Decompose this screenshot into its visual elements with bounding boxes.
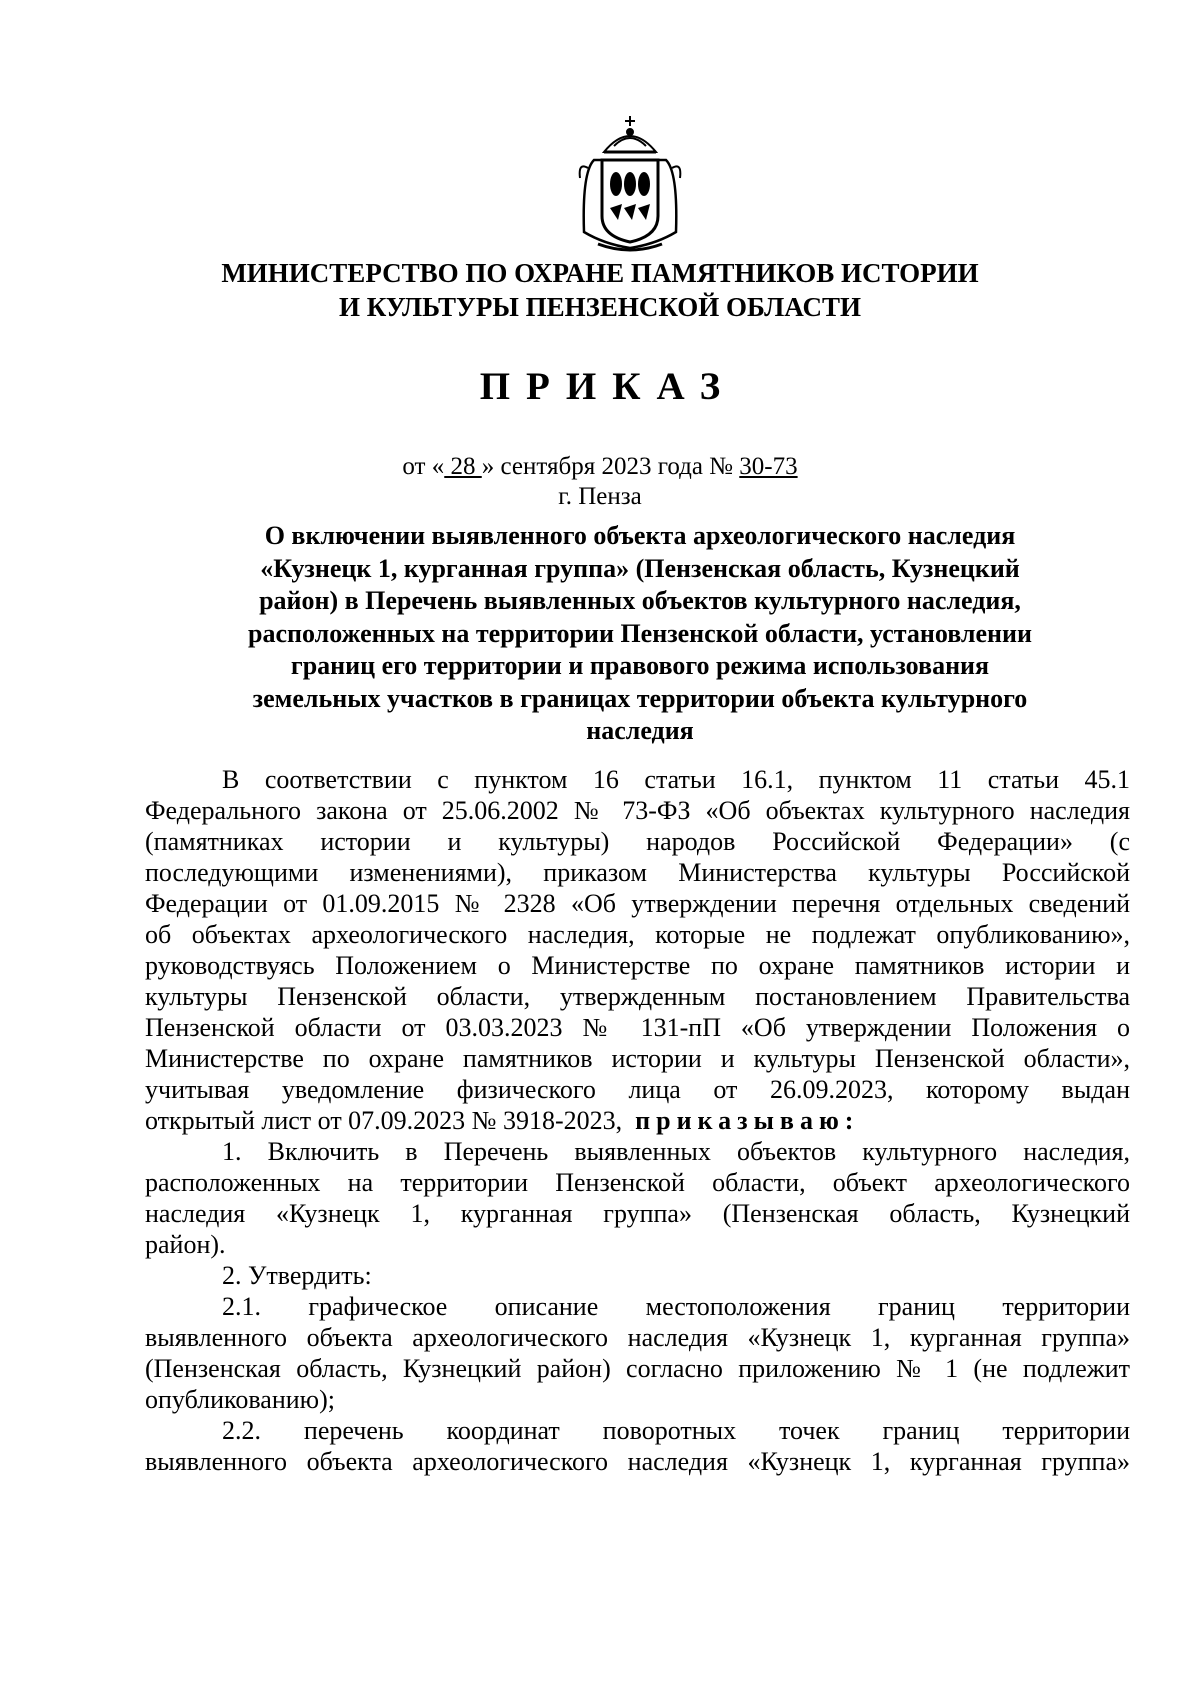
body-line: район). [145, 1230, 226, 1259]
body-line: расположенных на территории Пензенской области, объект археологического [145, 1168, 1130, 1197]
order-verb: приказываю: [635, 1106, 860, 1135]
body-line: (Пензенская область, Кузнецкий район) согласно приложению № 1 (не подлежит [145, 1354, 1130, 1383]
body-line: Федерального закона от 25.06.2002 № 73-ФЗ «Об объектах культурного наследия [145, 796, 1130, 825]
body-line: В соответствии с пунктом 16 статьи 16.1, пунктом 11 статьи 45.1 [222, 765, 1130, 794]
body-line: опубликованию); [145, 1385, 335, 1414]
body-line: выявленного объекта археологического наследия «Кузнецк 1, курганная группа» [145, 1323, 1130, 1352]
subject-line: О включении выявленного объекта археологического наследия [264, 521, 1016, 550]
body-line: (памятниках истории и культуры) народов Российской Федерации» (с [145, 827, 1130, 856]
body-line: учитывая уведомление физического лица от 26.09.2023, которому выдан [145, 1075, 1130, 1104]
date-day: 28 [444, 453, 482, 480]
subject-line: наследия [586, 716, 694, 745]
body-line: Пензенской области от 03.03.2023 № 131-пП «Об утверждении Положения о [145, 1013, 1130, 1042]
body-line: Федерации от 01.09.2015 № 2328 «Об утверждении перечня отдельных сведений [145, 889, 1130, 918]
subject-line: район) в Перечень выявленных объектов культурного наследия, [259, 586, 1021, 615]
body-line: 2. Утвердить: [222, 1261, 372, 1290]
document-title: ПРИКАЗ [479, 365, 737, 408]
date-prefix: от « [402, 453, 445, 480]
date-middle: » сентября 2023 года № [481, 453, 740, 480]
order-number: 30-73 [739, 453, 798, 480]
body-line: выявленного объекта археологического наследия «Кузнецк 1, курганная группа» [145, 1447, 1130, 1476]
body-line: 2.2. перечень координат поворотных точек границ территории [222, 1416, 1130, 1445]
subject-line: «Кузнецк 1, курганная группа» (Пензенская область, Кузнецкий [260, 553, 1020, 583]
body-line-text: открытый лист от 07.09.2023 № 3918-2023, [145, 1106, 623, 1135]
body-line: наследия «Кузнецк 1, курганная группа» (Пензенская область, Кузнецкий [145, 1199, 1130, 1228]
subject-line: границ его территории и правового режима использования [290, 651, 990, 680]
body-line: об объектах археологического наследия, которые не подлежат опубликованию», [145, 920, 1130, 949]
order-date-line [0, 452, 1200, 482]
crown-icon [604, 116, 656, 152]
shield-icon [602, 160, 658, 242]
coat-of-arms-emblem [574, 112, 686, 258]
body-line [145, 1106, 1130, 1136]
ministry-name-line-1: МИНИСТЕРСТВО ПО ОХРАНЕ ПАМЯТНИКОВ ИСТОРИИ [221, 258, 979, 288]
body-line: Министерстве по охране памятников истории и культуры Пензенской области», [145, 1044, 1130, 1073]
subject-line: расположенных на территории Пензенской области, установлении [248, 618, 1032, 648]
body-line: 2.1. графическое описание местоположения границ территории [222, 1292, 1130, 1321]
ministry-name-line-2: И КУЛЬТУРЫ ПЕНЗЕНСКОЙ ОБЛАСТИ [339, 292, 861, 322]
body-line: 1. Включить в Перечень выявленных объектов культурного наследия, [222, 1137, 1130, 1166]
city-name: г. Пенза [558, 483, 642, 510]
subject-line: земельных участков в границах территории объекта культурного [252, 683, 1028, 713]
body-line: руководствуясь Положением о Министерстве по охране памятников истории и [145, 951, 1130, 980]
body-line: культуры Пензенской области, утвержденным постановлением Правительства [145, 982, 1130, 1011]
body-line: последующими изменениями), приказом Министерства культуры Российской [145, 858, 1130, 887]
